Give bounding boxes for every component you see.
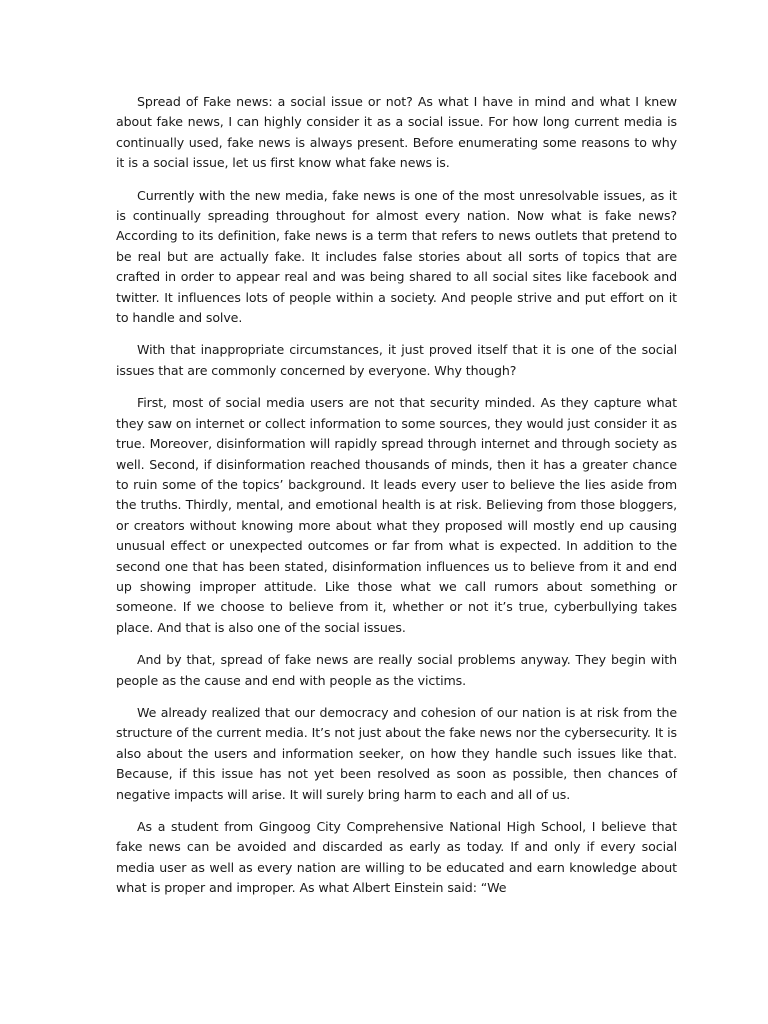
paragraph-2: Currently with the new media, fake news is one of the most unresolvable issues, as it is continually spreading throughout for almost every nation. Now what is fake news? According to its definition, fake news is a term that refers to news outlets that pretend to be real but are actually fake. It includes false stories about all sorts of topics that are crafted in order to appear real and was being shared to all social sites like facebook and twitter. It influences lots of people within a society. And people strive and put effort on it to handle and solve. bbox=[116, 187, 677, 326]
paragraph-7: As a student from Gingoog City Comprehensive National High School, I believe that fake news can be avoided and discarded as early as today. If and only if every social media user as well as every nation are willing to be educated and earn knowledge about what is proper and improper. As what Albert Einstein said: “We bbox=[116, 819, 677, 896]
paragraph-5: And by that, spread of fake news are really social problems anyway. They begin with people as the cause and end with people as the victims. bbox=[116, 652, 677, 688]
paragraph-4: First, most of social media users are not that security minded. As they capture what they saw on internet or collect information to some sources, they would just consider it as true. Moreover, disinformation will rapidly spread through internet and through society as well. Second, if disinformation reached thousands of minds, then it has a greater chance to ruin some of the topics’ background. It leads every user to believe the lies aside from the truths. Thirdly, mental, and emotional health is at risk. Believing from those bloggers, or creators without knowing more about what they proposed will mostly end up causing unusual effect or unexpected outcomes or far from what is expected. In addition to the second one that has been stated, disinformation influences us to believe from it and end up showing improper attitude. Like those what we call rumors about something or someone. If we choose to believe from it, whether or not it’s true, cyberbullying takes place. And that is also one of the social issues. bbox=[116, 395, 677, 635]
paragraph-3: With that inappropriate circumstances, it just proved itself that it is one of the social issues that are commonly concerned by everyone. Why though? bbox=[116, 342, 677, 378]
paragraph-6: We already realized that our democracy and cohesion of our nation is at risk from the structure of the current media. It’s not just about the fake news nor the cybersecurity. It is also about the users and information seeker, on how they handle such issues like that. Because, if this issue has not yet been resolved as soon as possible, then chances of negative impacts will arise. It will surely bring harm to each and all of us. bbox=[116, 704, 677, 802]
essay-body bbox=[116, 92, 677, 911]
paragraph-1: Spread of Fake news: a social issue or not? As what I have in mind and what I knew about fake news, I can highly consider it as a social issue. For how long current media is continually used, fake news is always present. Before enumerating some reasons to why it is a social issue, let us first know what fake news is. bbox=[116, 94, 677, 171]
